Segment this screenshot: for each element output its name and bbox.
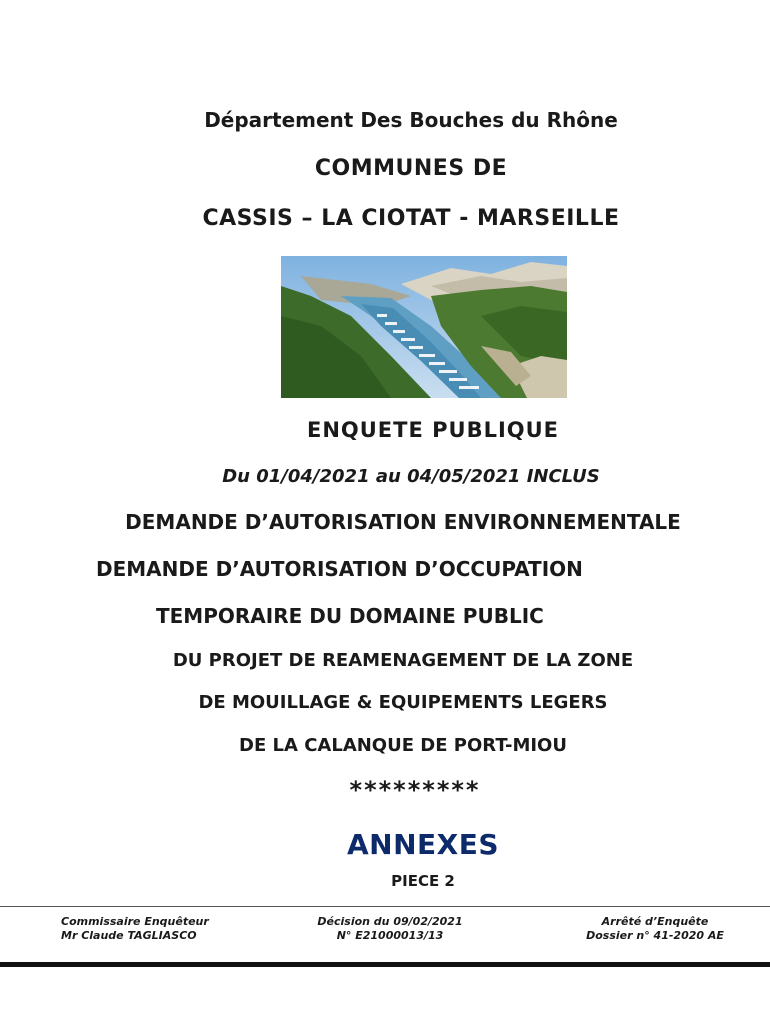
title-line-3	[0, 604, 770, 628]
footer-arrete-title: Arrêté d’Enquête	[601, 915, 709, 928]
communes-heading: COMMUNES DE	[314, 156, 508, 181]
title-line-1: DEMANDE D’AUTORISATION ENVIRONNEMENTALE	[125, 510, 681, 534]
cities-heading: CASSIS – LA CIOTAT - MARSEILLE	[202, 206, 620, 231]
footer-decision	[290, 915, 490, 943]
footer-commissaire	[61, 915, 209, 943]
title-line-3-text: TEMPORAIRE DU DOMAINE PUBLIC	[156, 604, 544, 628]
title-line-4: DU PROJET DE REAMENAGEMENT DE LA ZONE	[172, 650, 634, 671]
separator-stars: *********	[349, 776, 481, 804]
footer-arrete	[570, 915, 740, 943]
footer-commissaire-title: Commissaire Enquêteur	[61, 915, 209, 928]
footer-commissaire-name: Mr Claude TAGLIASCO	[61, 929, 197, 942]
footer-decision-date: Décision du 09/02/2021	[317, 915, 463, 928]
footer-divider	[0, 906, 770, 907]
title-line-2-text: DEMANDE D’AUTORISATION D’OCCUPATION	[96, 557, 583, 581]
department-heading: Département Des Bouches du Rhône	[204, 108, 618, 132]
calanque-photo	[281, 256, 567, 398]
title-line-6: DE LA CALANQUE DE PORT-MIOU	[239, 735, 567, 756]
piece-label: PIECE 2	[391, 872, 455, 890]
annexes-heading: ANNEXES	[346, 828, 500, 861]
title-line-5: DE MOUILLAGE & EQUIPEMENTS LEGERS	[198, 692, 608, 713]
bottom-rule	[0, 962, 770, 967]
footer-decision-number: N° E21000013/13	[336, 929, 444, 942]
enquete-dates: Du 01/04/2021 au 04/05/2021 INCLUS	[222, 466, 600, 487]
title-line-2	[0, 557, 770, 581]
enquete-heading: ENQUETE PUBLIQUE	[306, 418, 560, 442]
footer-arrete-dossier: Dossier n° 41-2020 AE	[586, 929, 724, 942]
